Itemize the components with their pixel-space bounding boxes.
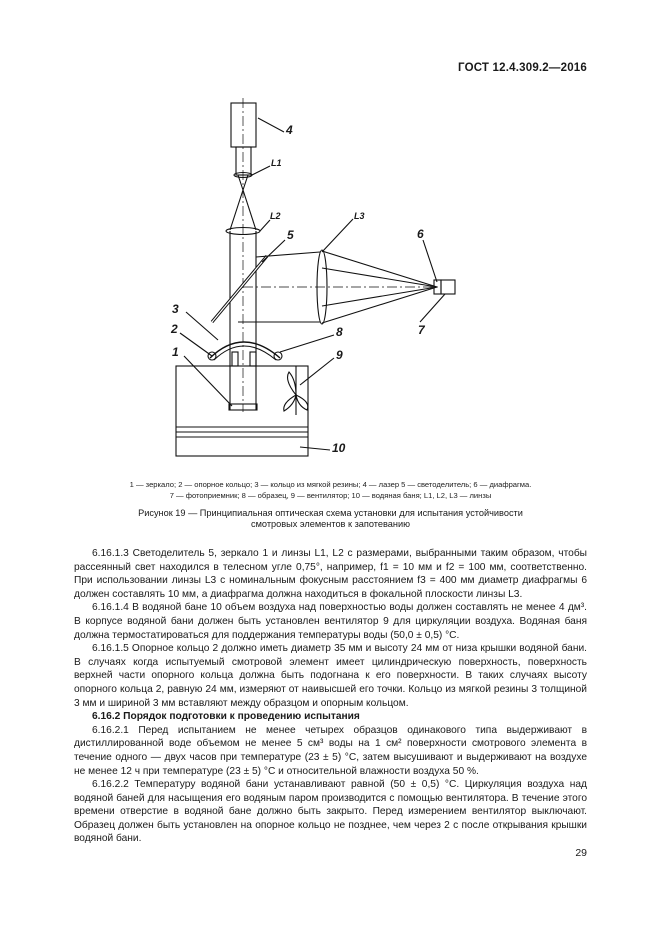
label-2: 2 [171, 322, 178, 336]
figure-caption [74, 508, 587, 530]
laser-body [231, 103, 256, 147]
label-10: 10 [332, 441, 346, 455]
paragraph-6-16-1-3: 6.16.1.3 Светоделитель 5, зеркало 1 и линзы L1, L2 с размерами, выбранными таким образом, чтобы рассеянный свет находился в телесном угле 0,75°, например, f1 = 10 мм и f2 = 100 мм, соответственно. При использовании линзы L3 с номинальным фокусным расстоянием f3 = 400 мм диаметр диафрагмы 6 должен составлять 10 мм, а диафрагма должна находиться в фокальной плоскости линзы L3. [74, 548, 587, 600]
fan-blade-left [284, 395, 296, 411]
figure-legend [74, 479, 587, 501]
paragraph-6-16-1-4: 6.16.1.4 В водяной бане 10 объем воздуха над поверхностью воды должен составлять не менее 4 дм³. В корпусе водяной бани должен быть установлен вентилятор 9 для циркуляции воздуха. Водяная баня должна термостатироваться для поддержания температуры воды (50,0 ± 0,5) °С. [74, 602, 587, 641]
photoreceiver [441, 280, 455, 294]
label-l1: L1 [271, 158, 282, 168]
support-ring-left [232, 352, 238, 366]
fan-blade-right [296, 395, 308, 410]
caption-line-2: смотровых элементов к запотеванию [251, 519, 410, 529]
label-8: 8 [336, 325, 343, 339]
body-text [74, 547, 587, 846]
paragraph-6-16-2-1: 6.16.2.1 Перед испытанием не менее четырех образцов одинакового типа выдерживают в дистиллированной воде объемом не менее 5 см³ воды на 1 см² поверхности смотрового элемента в течение одного — двух часов при температуре (23 ± 5) °С, затем высушивают и выдерживают на воздухе не менее 12 ч при температуре (23 ± 5) °С и относительной влажности воздуха 50 %. [74, 724, 587, 777]
standard-code: ГОСТ 12.4.309.2—2016 [458, 62, 587, 74]
page-number: 29 [575, 847, 587, 859]
label-5: 5 [287, 228, 294, 242]
support-ring-right [250, 352, 256, 366]
label-6: 6 [417, 227, 424, 241]
paragraph-6-16-2-2: 6.16.2.2 Температуру водяной бани устанавливают равной (50 ± 0,5) °С. Циркуляция воздуха над водяной баней для насыщения его водяным паром производится с помощью вентилятора. В течение этого времени отверстие в водяной бане должно быть закрыто. Перед измерением вентилятор выключают. Образец должен быть установлен на опорное кольцо не позднее, чем через 2 с после открывания крышки водяной бани. [74, 779, 587, 845]
caption-line-1: Рисунок 19 — Принципиальная оптическая схема установки для испытания устойчивости [138, 508, 523, 518]
laser-nozzle [236, 147, 251, 175]
label-l3: L3 [354, 211, 365, 221]
label-l2: L2 [270, 211, 281, 221]
legend-line-1: 1 — зеркало; 2 — опорное кольцо; 3 — кольцо из мягкой резины; 4 — лазер 5 — светоделитель; 6 — диафрагма. [129, 480, 532, 489]
legend-line-2: 7 — фотоприемник; 8 — образец, 9 — вентилятор; 10 — водяная баня; L1, L2, L3 — линзы [169, 491, 492, 500]
label-3: 3 [172, 302, 179, 316]
label-4: 4 [286, 123, 293, 137]
label-9: 9 [336, 348, 343, 362]
section-heading-6-16-2: 6.16.2 Порядок подготовки к проведению испытания [92, 711, 360, 723]
paragraph-6-16-1-5: 6.16.1.5 Опорное кольцо 2 должно иметь диаметр 35 мм и высоту 24 мм от низа крышки водяной бани. В случаях когда испытуемый смотровой элемент имеет цилиндрическую поверхность, поверхность верхней части опорного кольца должна быть подогнана к его поверхности. В таких случаях высоту опорного кольца 2, равную 24 мм, измеряют от наивысшей его точки. Кольцо из мягкой резины 3 толщиной 3 мм и шириной 3 мм вставляют между образцом и опорным кольцом. [74, 643, 587, 709]
label-7: 7 [418, 323, 425, 337]
label-1: 1 [172, 345, 179, 359]
fan-blade-top [288, 372, 296, 395]
